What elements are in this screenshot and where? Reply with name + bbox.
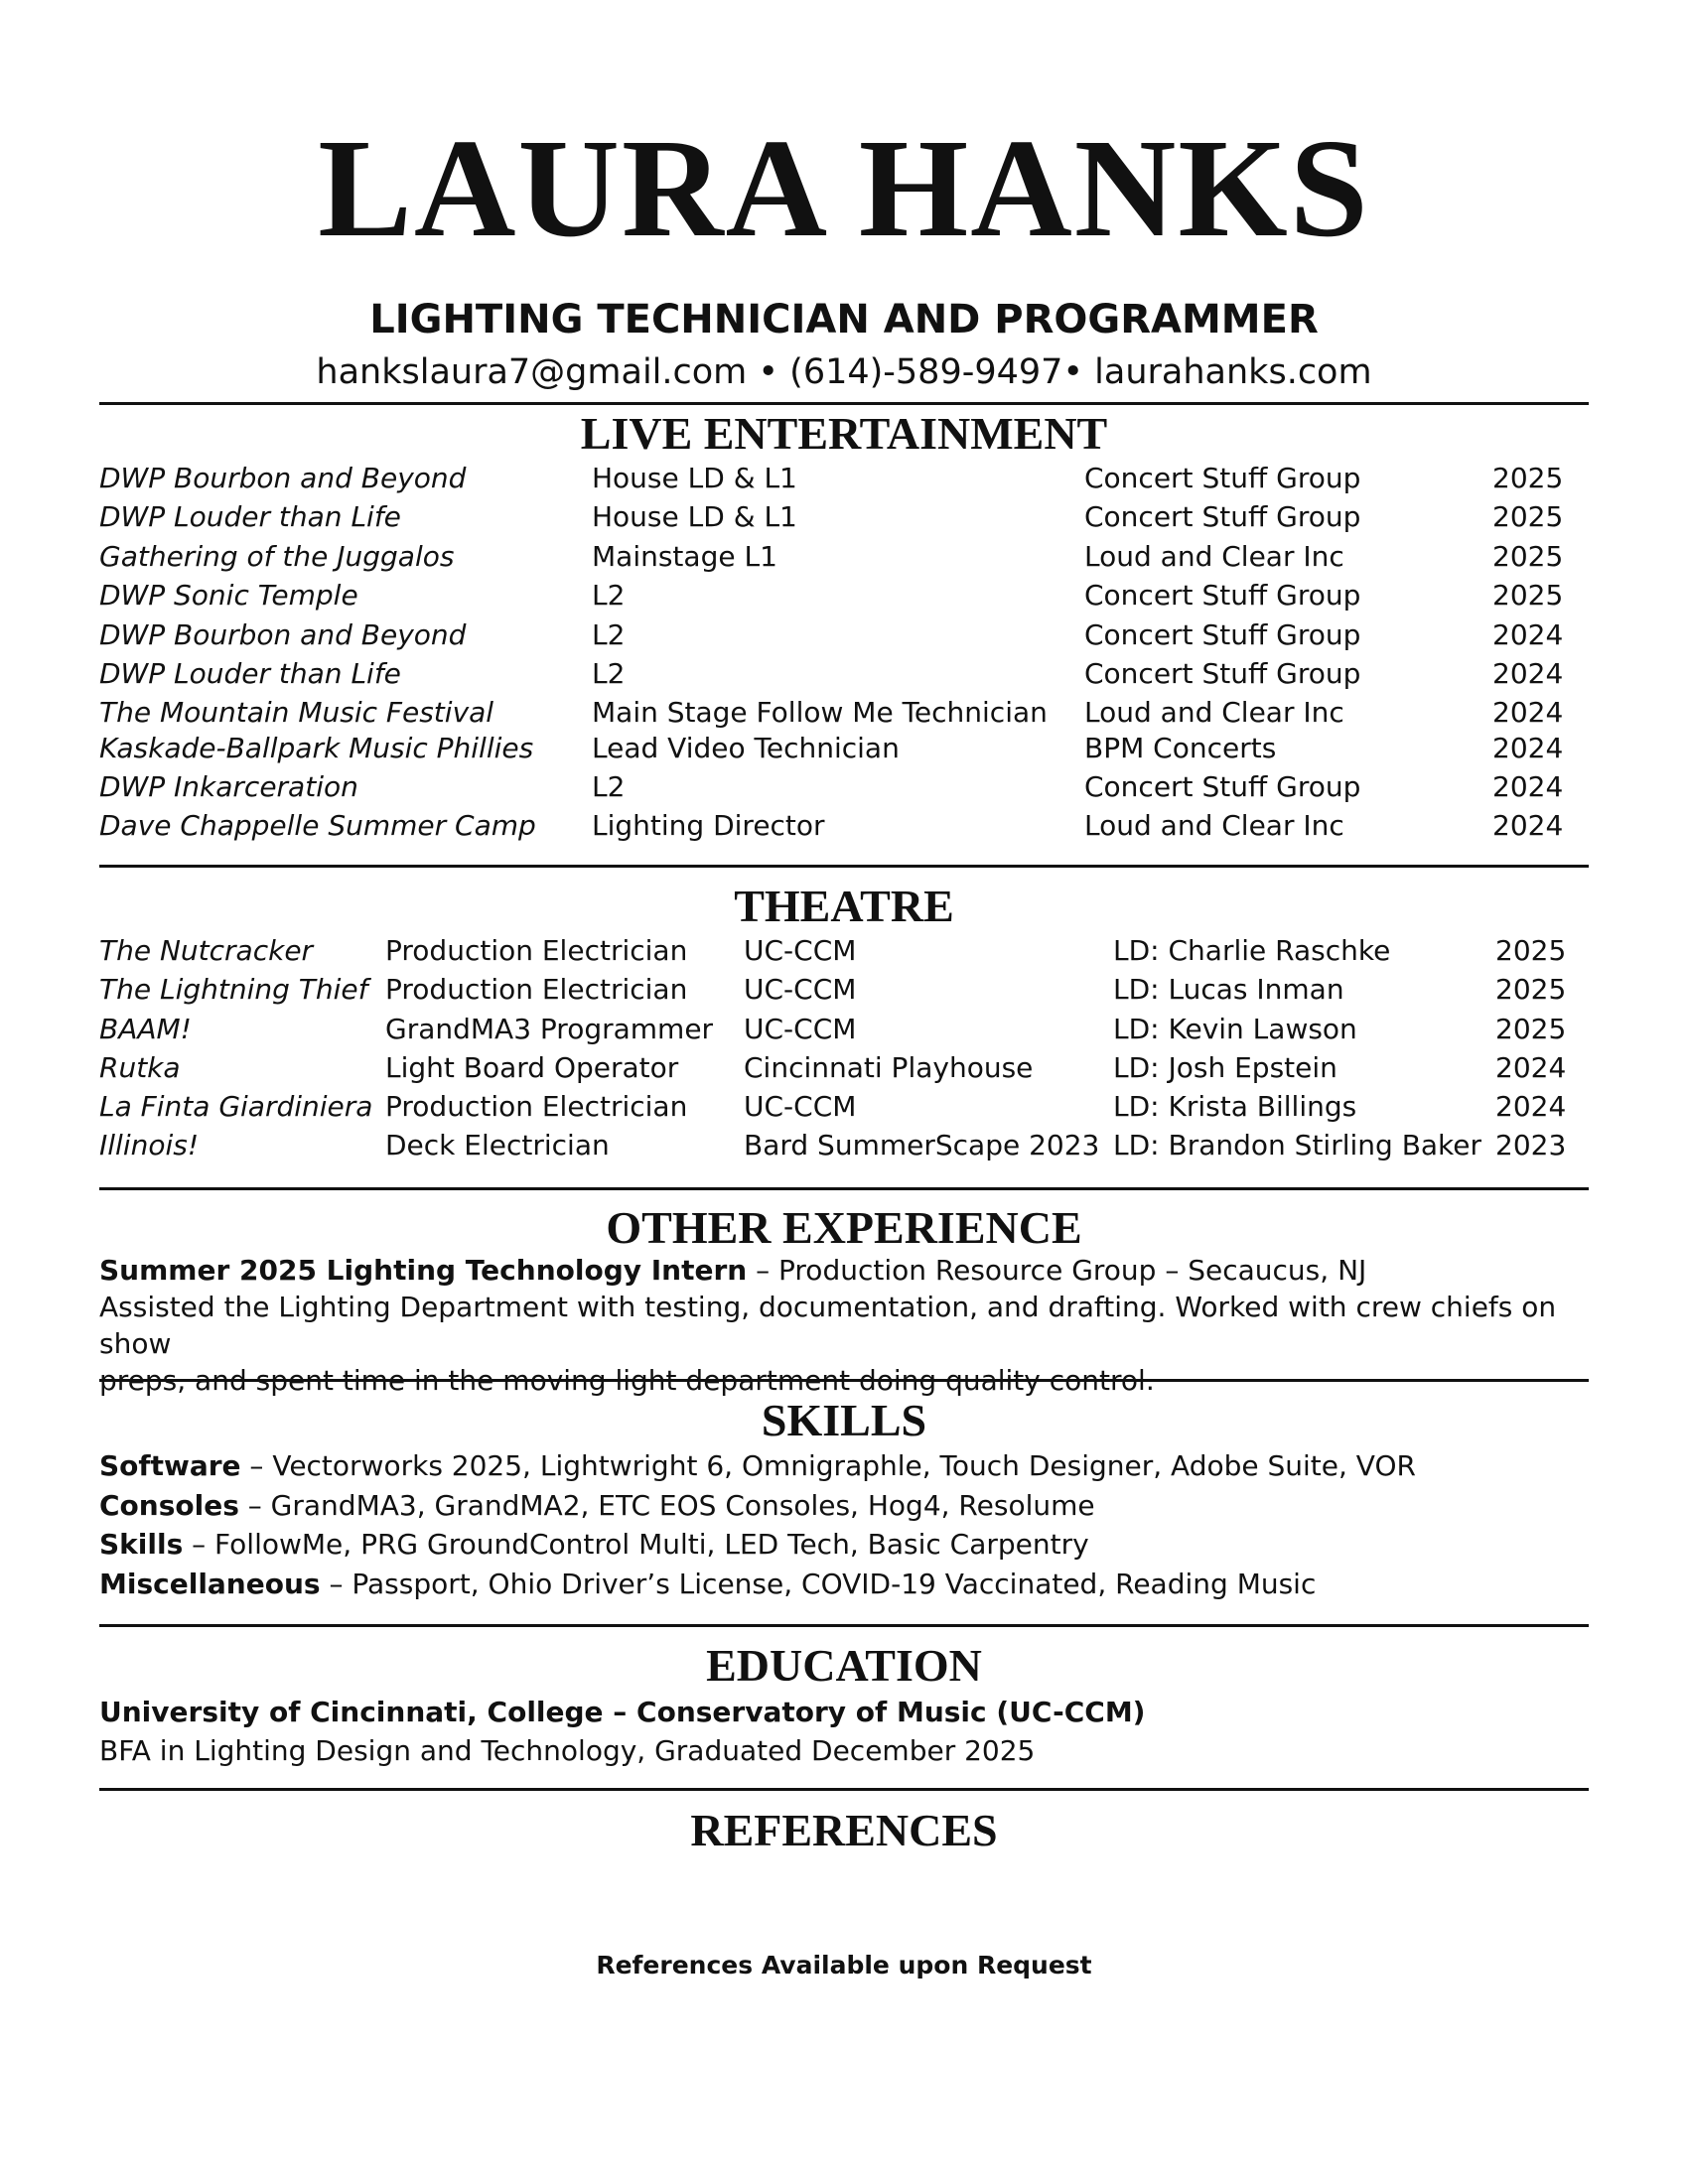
company: Concert Stuff Group [1084,579,1361,612]
role: Light Board Operator [385,1051,679,1084]
year: 2024 [1492,732,1564,764]
year: 2025 [1492,579,1564,612]
degree-line: BFA in Lighting Design and Technology, Graduated December 2025 [99,1734,1036,1767]
company: Concert Stuff Group [1084,500,1361,533]
company: Concert Stuff Group [1084,618,1361,651]
event-name: DWP Inkarceration [99,770,358,803]
theatre-row [99,931,1589,971]
skill-label: Miscellaneous [99,1567,321,1600]
show-name: Rutka [99,1051,181,1084]
year: 2024 [1495,1051,1567,1084]
event-name: DWP Louder than Life [99,657,401,690]
live-entertainment-row [99,537,1589,577]
skill-label: Consoles [99,1488,239,1522]
role: Lead Video Technician [592,732,900,764]
event-name: Dave Chappelle Summer Camp [99,809,536,842]
venue: UC-CCM [744,1013,857,1045]
theatre-row [99,1010,1589,1049]
internship-description-1: Assisted the Lighting Department with testing, documentation, and drafting. Worked with crew chiefs on show [99,1291,1557,1360]
skill-text: – GrandMA3, GrandMA2, ETC EOS Consoles, Hog4, Resolume [238,1488,1095,1522]
divider [99,1379,1589,1382]
role: Deck Electrician [385,1129,610,1161]
skill-label: Software [99,1449,241,1482]
theatre-row [99,1087,1589,1127]
theatre-row [99,1126,1589,1165]
event-name: Kaskade-Ballpark Music Phillies [99,732,534,764]
venue: Cincinnati Playhouse [744,1051,1034,1084]
company: BPM Concerts [1084,732,1277,764]
company: Concert Stuff Group [1084,657,1361,690]
event-name: DWP Bourbon and Beyond [99,618,467,651]
other-experience-heading: OTHER EXPERIENCE [606,1202,1082,1253]
live-entertainment-row [99,497,1589,537]
role: Production Electrician [385,973,688,1006]
venue: UC-CCM [744,1090,857,1123]
year: 2024 [1492,770,1564,803]
show-name: BAAM! [99,1013,192,1045]
year: 2024 [1492,618,1564,651]
divider [99,865,1589,868]
theatre-heading: THEATRE [734,881,954,931]
role: Lighting Director [592,809,825,842]
references-note: References Available upon Request [596,1951,1092,1979]
school-name: University of Cincinnati, College – Conservatory of Music (UC-CCM) [99,1696,1146,1728]
job-title: LIGHTING TECHNICIAN AND PROGRAMMER [369,297,1319,342]
skills-list [99,1446,1589,1603]
live-entertainment-row [99,459,1589,498]
skill-label: Skills [99,1528,184,1561]
show-name: Illinois! [99,1129,200,1161]
live-entertainment-row [99,654,1589,694]
skill-text: – FollowMe, PRG GroundControl Multi, LED Tech, Basic Carpentry [183,1528,1089,1561]
role: Production Electrician [385,1090,688,1123]
live-entertainment-heading: LIVE ENTERTAINMENT [580,408,1108,459]
internship-description-2: preps, and spent time in the moving light department doing quality control. [99,1364,1155,1397]
show-name: La Finta Giardiniera [99,1090,373,1123]
show-name: The Nutcracker [99,934,314,967]
company: Concert Stuff Group [1084,462,1361,494]
role: GrandMA3 Programmer [385,1013,714,1045]
skill-item [99,1446,1589,1486]
role: Main Stage Follow Me Technician [592,696,1048,729]
skill-item [99,1486,1589,1526]
education-entry [99,1693,1589,1770]
live-entertainment-row [99,806,1589,846]
role: Production Electrician [385,934,688,967]
other-experience-entry [99,1252,1589,1399]
year: 2023 [1495,1129,1567,1161]
divider [99,402,1589,405]
divider [99,1624,1589,1627]
skill-item [99,1565,1589,1604]
live-entertainment-row [99,615,1589,655]
venue: UC-CCM [744,973,857,1006]
role: Mainstage L1 [592,540,777,573]
skills-heading: SKILLS [761,1395,927,1445]
lighting-designer: LD: Charlie Raschke [1113,934,1391,967]
year: 2025 [1492,462,1564,494]
lighting-designer: LD: Lucas Inman [1113,973,1344,1006]
live-entertainment-row [99,693,1589,733]
divider [99,1788,1589,1791]
internship-title: Summer 2025 Lighting Technology Intern [99,1254,748,1287]
lighting-designer: LD: Josh Epstein [1113,1051,1337,1084]
company: Loud and Clear Inc [1084,696,1344,729]
year: 2025 [1495,1013,1567,1045]
event-name: DWP Louder than Life [99,500,401,533]
internship-details: – Production Resource Group – Secaucus, NJ [747,1254,1367,1287]
show-name: The Lightning Thief [99,973,368,1006]
candidate-name: LAURA HANKS [318,109,1370,266]
live-entertainment-row [99,576,1589,615]
skill-text: – Vectorworks 2025, Lightwright 6, Omnigraphle, Touch Designer, Adobe Suite, VOR [240,1449,1416,1482]
references-heading: REFERENCES [690,1805,998,1855]
year: 2024 [1492,809,1564,842]
event-name: Gathering of the Juggalos [99,540,455,573]
company: Loud and Clear Inc [1084,809,1344,842]
lighting-designer: LD: Brandon Stirling Baker [1113,1129,1482,1161]
theatre-row [99,1048,1589,1088]
live-entertainment-row [99,767,1589,807]
role: L2 [592,770,626,803]
theatre-row [99,970,1589,1010]
internship-line [99,1252,1589,1289]
skill-item [99,1525,1589,1565]
lighting-designer: LD: Kevin Lawson [1113,1013,1357,1045]
company: Loud and Clear Inc [1084,540,1344,573]
year: 2025 [1495,973,1567,1006]
event-name: DWP Sonic Temple [99,579,358,612]
role: House LD & L1 [592,500,797,533]
event-name: DWP Bourbon and Beyond [99,462,467,494]
year: 2024 [1492,696,1564,729]
venue: Bard SummerScape 2023 [744,1129,1100,1161]
lighting-designer: LD: Krista Billings [1113,1090,1357,1123]
year: 2025 [1492,540,1564,573]
education-heading: EDUCATION [706,1640,982,1691]
role: L2 [592,579,626,612]
year: 2025 [1495,934,1567,967]
role: L2 [592,618,626,651]
year: 2025 [1492,500,1564,533]
year: 2024 [1495,1090,1567,1123]
live-entertainment-row [99,729,1589,768]
company: Concert Stuff Group [1084,770,1361,803]
divider [99,1187,1589,1190]
role: House LD & L1 [592,462,797,494]
skill-text: – Passport, Ohio Driver’s License, COVID-19 Vaccinated, Reading Music [320,1567,1317,1600]
contact-line: hankslaura7@gmail.com • (614)-589-9497• laurahanks.com [316,352,1372,392]
event-name: The Mountain Music Festival [99,696,494,729]
venue: UC-CCM [744,934,857,967]
year: 2024 [1492,657,1564,690]
role: L2 [592,657,626,690]
